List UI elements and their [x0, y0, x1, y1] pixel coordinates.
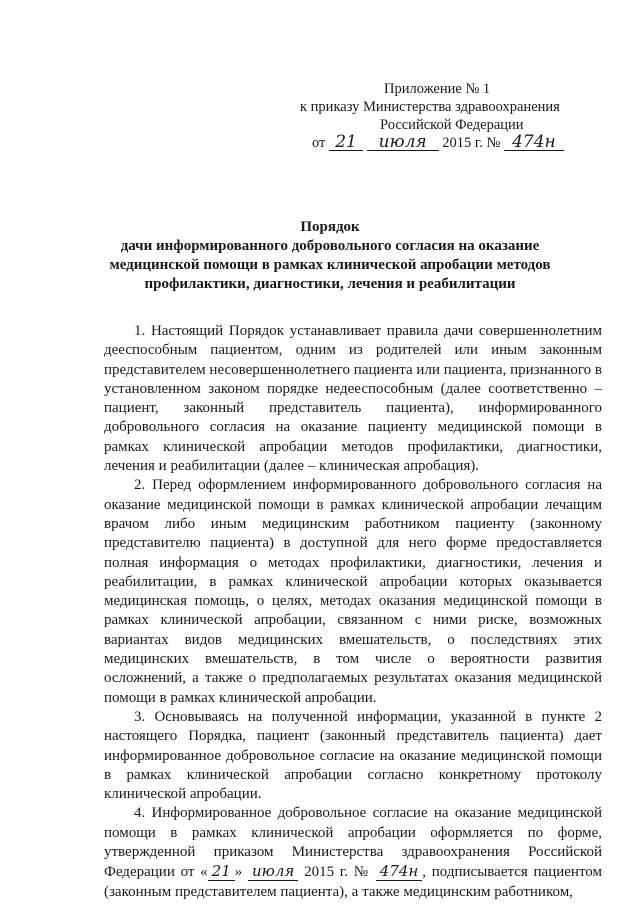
- p4-text-2: »: [234, 864, 243, 881]
- p4-handwritten-number: 474н: [376, 862, 423, 881]
- paragraph-4: [104, 804, 602, 901]
- title-line-3: медицинской помощи в рамках клинической апробации методов: [109, 257, 551, 273]
- handwritten-order-number: 474н: [504, 134, 564, 151]
- p4-text-4: , подписывается пациентом (законным представителем пациента), а также медицинским работником,: [104, 864, 603, 900]
- title-line-4: профилактики, диагностики, лечения и реабилитации: [144, 276, 516, 292]
- document-body: [104, 322, 602, 902]
- title-line-2: дачи информированного добровольного согласия на оказание: [120, 238, 540, 254]
- handwritten-day: 21: [329, 134, 363, 151]
- document-title: [100, 218, 560, 294]
- appendix-order-ref: к приказу Министерства здравоохранения: [300, 99, 560, 115]
- date-year: 2015 г. №: [442, 135, 501, 151]
- p4-handwritten-day: 21: [208, 862, 235, 881]
- date-prefix: от: [312, 135, 326, 151]
- p4-text-3: 2015 г. №: [304, 864, 371, 881]
- appendix-number: Приложение № 1: [384, 81, 491, 97]
- appendix-header: [300, 80, 600, 152]
- appendix-country: Российской Федерации: [380, 117, 524, 133]
- paragraph-1: 1. Настоящий Порядок устанавливает правила дачи совершеннолетним дееспособным пациентом, одним из родителей или иным законным представителем несовершеннолетнего пациента или пациента, признанного в установленном законом порядке недееспособным (далее соответственно – пациент, законный представитель пациента), информированного добровольного согласия на оказание пациенту медицинской помощи в рамках клинической апробации методов профилактики, диагностики, лечения и реабилитации (далее – клиническая апробация).: [104, 323, 602, 475]
- paragraph-3: 3. Основываясь на полученной информации, указанной в пункте 2 настоящего Порядка, пациент (законный представитель пациента) дает информированное добровольное согласие на оказание медицинской помощи в рамках клинической апробации согласно конкретному протоколу клинической апробации.: [104, 708, 602, 803]
- p4-text-1: 4. Информированное добровольное согласие на оказание медицинской помощи в рамках клинической апробации оформляется по форме, утвержденной приказом Министерства здравоохранения Российской Федерации от «: [104, 805, 602, 881]
- handwritten-month: июля: [367, 134, 439, 151]
- appendix-date-line: [300, 134, 600, 152]
- paragraph-2: 2. Перед оформлением информированного добровольного согласия на оказание медицинской помощи в рамках клинической апробации лечащим врачом либо иным медицинским работником пациенту (законному представителю пациента) в доступной для него форме предоставляется полная информация о методах профилактики, диагностики, лечения и реабилитации, в рамках клинической апробации которых оказывается медицинская помощь, о целях, методах оказания медицинской помощи в рамках клинической апробации, связанном с ними риске, возможных вариантах видов медицинских вмешательств, о последствиях этих медицинских вмешательств, в том числе о вероятности развития осложнений, а также о предполагаемых результатах оказания медицинской помощи в рамках клинической апробации.: [104, 477, 602, 706]
- title-line-1: Порядок: [300, 219, 360, 235]
- p4-handwritten-month: июля: [248, 862, 298, 881]
